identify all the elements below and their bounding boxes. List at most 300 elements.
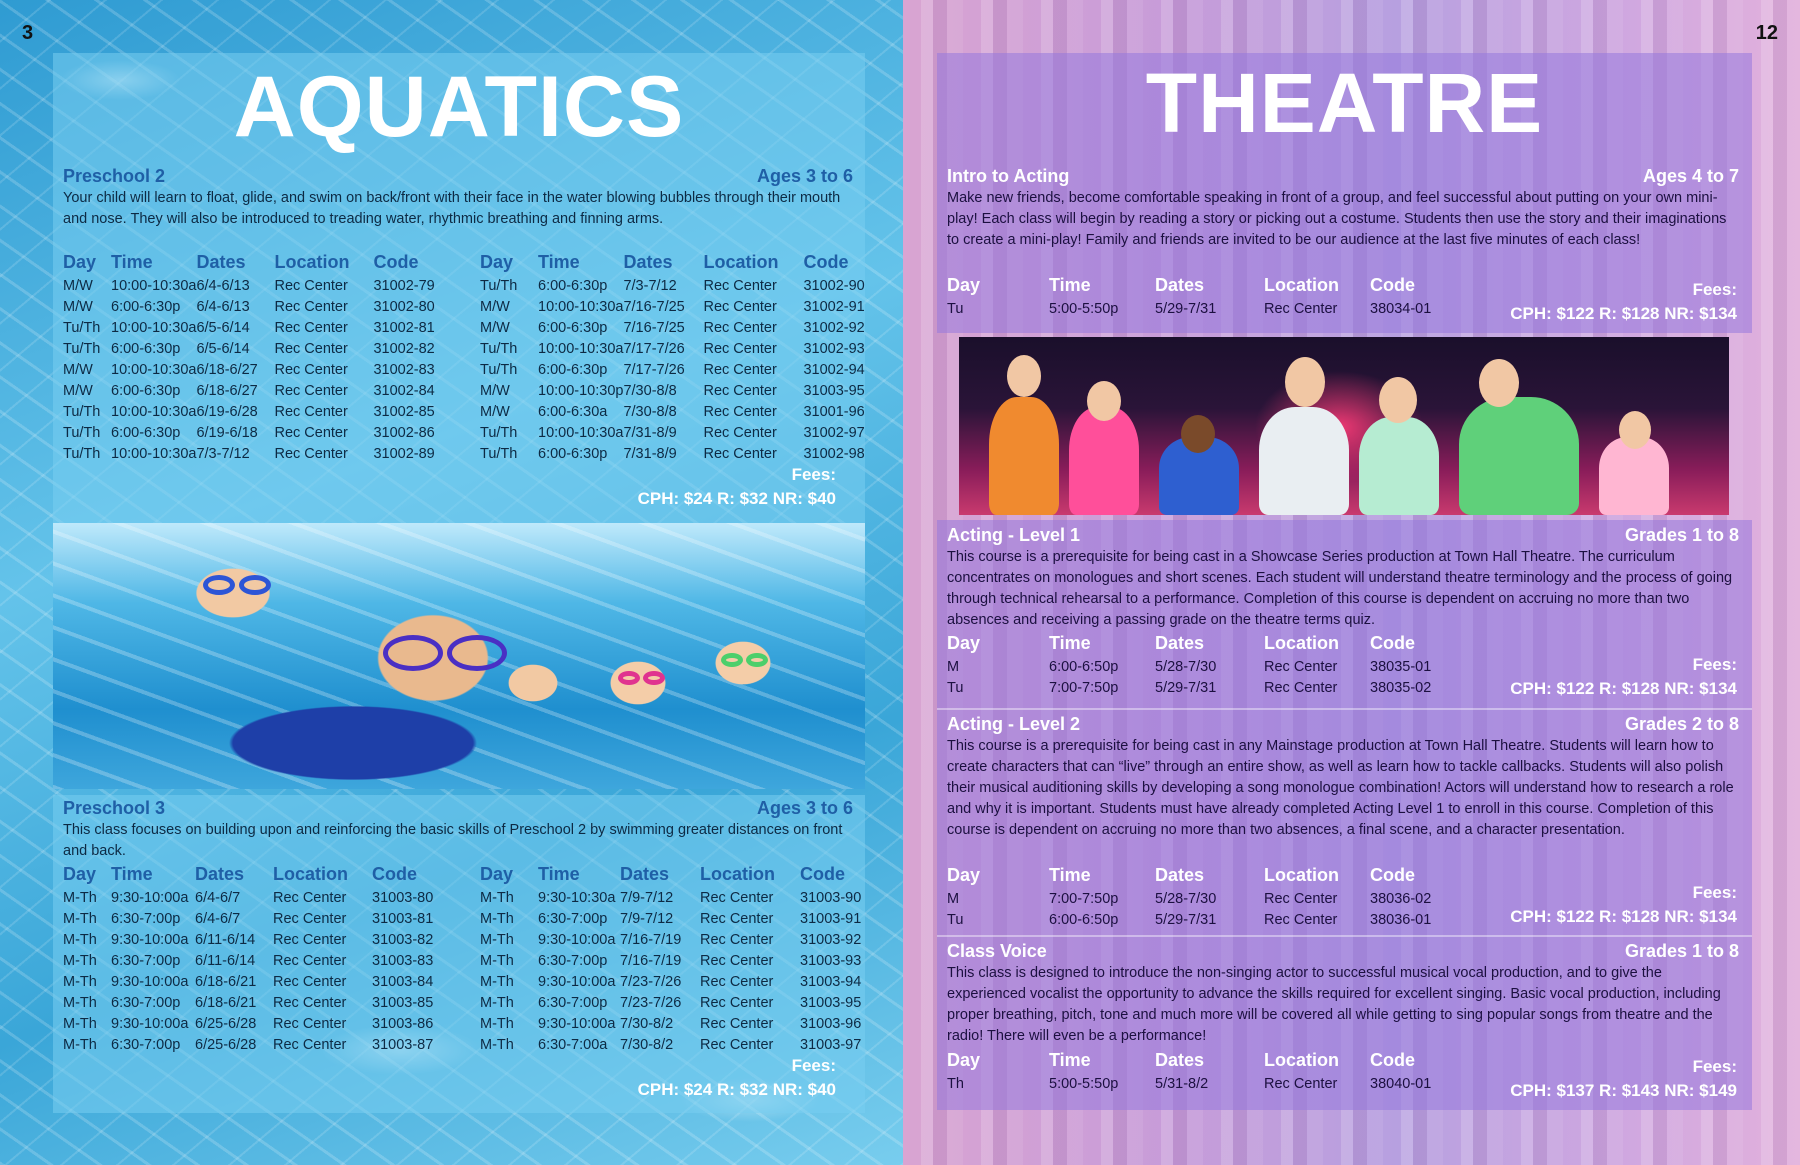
- preschool3-name: Preschool 3: [63, 798, 166, 818]
- table-row: [63, 908, 433, 929]
- cell-dates: 7/23-7/26: [620, 973, 682, 990]
- column-header-time: Time: [1049, 632, 1091, 653]
- cell-location: Rec Center: [274, 403, 348, 420]
- cell-code: 31003-85: [372, 994, 434, 1011]
- cell-dates: 7/16-7/25: [623, 319, 685, 336]
- fees-label: Fees:: [1692, 883, 1737, 902]
- cell-code: 31002-83: [373, 361, 435, 378]
- cell-location: Rec Center: [703, 403, 777, 420]
- cell-dates: 5/29-7/31: [1155, 911, 1217, 928]
- table-row: [947, 888, 1450, 909]
- class-voice-fees: [1463, 1057, 1737, 1101]
- table-row: [63, 929, 433, 950]
- column-header-code: Code: [1370, 864, 1415, 885]
- table-row: [480, 443, 865, 464]
- cell-dates: 7/30-8/2: [620, 1036, 674, 1053]
- column-header-code: Code: [1370, 274, 1415, 295]
- actor-figure: [1359, 417, 1439, 515]
- column-header-time: Time: [1049, 864, 1091, 885]
- cell-code: 31002-94: [803, 361, 865, 378]
- intro-acting-name: Intro to Acting: [947, 166, 1070, 186]
- column-header-location: Location: [1264, 274, 1339, 295]
- cell-day: M-Th: [480, 931, 514, 948]
- table-row: [63, 296, 435, 317]
- actor-head: [1479, 359, 1519, 407]
- table-row: [947, 1073, 1450, 1094]
- cell-code: 31003-82: [372, 931, 434, 948]
- cell-code: 31003-92: [800, 931, 862, 948]
- table-row: [63, 971, 433, 992]
- acting-level1-table: [947, 632, 1450, 698]
- goggles-icon: [239, 575, 271, 595]
- cell-location: Rec Center: [700, 931, 774, 948]
- table-row: [63, 950, 433, 971]
- cell-time: 6:00-6:30p: [538, 277, 608, 294]
- actor-figure: [1259, 407, 1349, 515]
- cell-dates: 6/25-6/28: [195, 1015, 257, 1032]
- cell-code: 31003-95: [800, 994, 862, 1011]
- table-row: [63, 1013, 433, 1034]
- cell-code: 38036-01: [1370, 911, 1432, 928]
- cell-time: 6:30-7:00p: [111, 1036, 181, 1053]
- cell-code: 31002-81: [373, 319, 435, 336]
- table-header-row: [63, 251, 435, 275]
- fees-label: Fees:: [1692, 280, 1737, 299]
- cell-code: 31002-82: [373, 340, 435, 357]
- cell-day: M/W: [63, 382, 93, 399]
- cell-time: 5:00-5:50p: [1049, 1075, 1119, 1092]
- column-header-location: Location: [274, 251, 350, 272]
- cell-location: Rec Center: [700, 1036, 774, 1053]
- table-row: [947, 656, 1450, 677]
- actor-head: [1087, 381, 1121, 421]
- cell-location: Rec Center: [1264, 911, 1338, 928]
- fees-label: Fees:: [1692, 1057, 1737, 1076]
- cell-time: 6:00-6:50p: [1049, 658, 1119, 675]
- cell-day: M-Th: [480, 973, 514, 990]
- table-header-row: [947, 1049, 1450, 1073]
- cell-time: 10:00-10:30a: [538, 298, 624, 315]
- fees-label: Fees:: [791, 465, 836, 484]
- cell-location: Rec Center: [273, 889, 347, 906]
- cell-time: 6:00-6:30p: [111, 298, 181, 315]
- cell-location: Rec Center: [274, 319, 348, 336]
- cell-code: 31002-93: [803, 340, 865, 357]
- goggles-icon: [721, 653, 743, 667]
- table-header-row: [947, 632, 1450, 656]
- cell-code: 31003-91: [800, 910, 862, 927]
- cell-location: Rec Center: [274, 382, 348, 399]
- cell-code: 38035-01: [1370, 658, 1432, 675]
- cell-dates: 7/9-7/12: [620, 889, 674, 906]
- cell-code: 31003-95: [803, 382, 865, 399]
- table-row: [63, 380, 435, 401]
- table-row: [63, 422, 435, 443]
- cell-dates: 6/4-6/13: [196, 298, 250, 315]
- cell-location: Rec Center: [700, 910, 774, 927]
- table-row: [63, 317, 435, 338]
- cell-time: 6:00-6:30a: [538, 403, 608, 420]
- cell-code: 31002-89: [373, 445, 435, 462]
- preschool3-description: This class focuses on building upon and reinforcing the basic skills of Preschool 2 by swimming greater distances on front and back.: [63, 822, 843, 859]
- acting-level2-description: This course is a prerequisite for being cast in any Mainstage production at Town Hall Theatre. Students will learn how to create characters that can “live” through an entire show, as well as learn how to tackle callbacks. Students will also polish their musical auditioning skills by developing a song monologue combination! Actors will understand how to research a role and why it is important. Students must have already completed Acting Level 1 to enroll in this course. Completion of this course is dependent on accruing no more than two absences, a final scene, and a character presentation.: [947, 738, 1734, 838]
- class-voice-header: [947, 941, 1739, 962]
- cell-day: Tu: [947, 911, 964, 928]
- cell-location: Rec Center: [273, 973, 347, 990]
- cell-day: Tu/Th: [480, 277, 518, 294]
- cell-time: 10:00-10:30a: [111, 319, 197, 336]
- cell-day: M: [947, 890, 960, 907]
- acting-level2-grades: Grades 2 to 8: [1624, 714, 1739, 734]
- preschool2-header: [63, 166, 853, 187]
- cell-dates: 7/16-7/25: [623, 298, 685, 315]
- column-header-day: Day: [947, 1049, 981, 1070]
- column-header-time: Time: [1049, 1049, 1091, 1070]
- acting-level2-name: Acting - Level 2: [947, 714, 1081, 734]
- cell-day: M-Th: [63, 1015, 97, 1032]
- column-header-time: Time: [538, 863, 580, 884]
- intro-acting-table: [947, 274, 1450, 319]
- cell-day: M/W: [63, 277, 93, 294]
- cell-location: Rec Center: [273, 910, 347, 927]
- column-header-code: Code: [372, 863, 417, 884]
- cell-time: 6:00-6:30p: [538, 319, 608, 336]
- cell-code: 38035-02: [1370, 679, 1432, 696]
- swimming-children-photo: [53, 523, 865, 789]
- cell-day: M/W: [63, 361, 93, 378]
- cell-code: 31003-86: [372, 1015, 434, 1032]
- preschool2-table-left: [63, 251, 435, 464]
- table-row: [480, 317, 865, 338]
- cell-time: 9:30-10:00a: [111, 889, 189, 906]
- cell-location: Rec Center: [703, 445, 777, 462]
- actor-figure: [1069, 407, 1139, 515]
- class-voice-table: [947, 1049, 1450, 1094]
- cell-code: 31003-83: [372, 952, 434, 969]
- cell-time: 6:30-7:00p: [111, 910, 181, 927]
- cell-dates: 6/11-6/14: [195, 952, 256, 969]
- column-header-dates: Dates: [1155, 274, 1205, 295]
- column-header-code: Code: [373, 251, 419, 272]
- table-header-row: [947, 274, 1450, 298]
- cell-day: M-Th: [63, 1036, 97, 1053]
- cell-day: Tu/Th: [63, 424, 101, 441]
- cell-time: 6:00-6:50p: [1049, 911, 1119, 928]
- column-header-day: Day: [947, 274, 981, 295]
- cell-dates: 6/18-6/27: [196, 382, 258, 399]
- cell-day: M-Th: [480, 1015, 514, 1032]
- table-row: [63, 359, 435, 380]
- actor-head: [1619, 411, 1651, 449]
- table-row: [63, 443, 435, 464]
- column-header-location: Location: [1264, 1049, 1339, 1070]
- cell-dates: 6/18-6/27: [196, 361, 258, 378]
- cell-time: 6:30-7:00p: [111, 952, 181, 969]
- fees-values: CPH: $122 R: $128 NR: $134: [1510, 304, 1737, 323]
- table-row: [480, 992, 861, 1013]
- cell-code: 38034-01: [1370, 300, 1432, 317]
- preschool3-table-right: [480, 863, 861, 1055]
- cell-location: Rec Center: [700, 889, 774, 906]
- cell-time: 7:00-7:50p: [1049, 679, 1119, 696]
- cell-location: Rec Center: [703, 382, 777, 399]
- cell-day: M-Th: [63, 889, 97, 906]
- cell-day: M-Th: [63, 910, 97, 927]
- page-number-right: 12: [1755, 22, 1778, 44]
- cell-dates: 5/28-7/30: [1155, 658, 1217, 675]
- cell-time: 10:00-10:30a: [111, 277, 197, 294]
- cell-code: 31003-87: [372, 1036, 434, 1053]
- column-header-time: Time: [538, 251, 580, 272]
- intro-acting-fees: [1463, 280, 1737, 324]
- cell-code: 31003-90: [800, 889, 862, 906]
- cell-time: 9:30-10:00a: [538, 1015, 616, 1032]
- cell-code: 31002-91: [803, 298, 865, 315]
- table-row: [480, 971, 861, 992]
- cell-day: M-Th: [480, 910, 514, 927]
- table-row: [480, 1034, 861, 1055]
- cell-time: 9:30-10:00a: [111, 1015, 189, 1032]
- table-row: [947, 909, 1450, 930]
- cell-day: Tu/Th: [63, 403, 101, 420]
- theatre-performance-photo: [959, 337, 1729, 515]
- table-row: [480, 887, 861, 908]
- cell-dates: 6/4-6/7: [195, 889, 241, 906]
- cell-code: 31002-90: [803, 277, 865, 294]
- column-header-dates: Dates: [623, 251, 673, 272]
- cell-time: 6:30-7:00p: [538, 952, 608, 969]
- cell-time: 10:00-10:30a: [111, 445, 197, 462]
- cell-code: 31002-80: [373, 298, 435, 315]
- cell-location: Rec Center: [274, 277, 348, 294]
- cell-code: 31001-96: [803, 403, 865, 420]
- table-row: [947, 298, 1450, 319]
- goggles-icon: [383, 635, 443, 671]
- column-header-dates: Dates: [195, 863, 245, 884]
- actor-head: [1285, 357, 1325, 407]
- cell-dates: 6/19-6/18: [196, 424, 258, 441]
- cell-day: M-Th: [63, 994, 97, 1011]
- column-header-location: Location: [1264, 864, 1339, 885]
- cell-location: Rec Center: [274, 361, 348, 378]
- column-header-code: Code: [1370, 632, 1415, 653]
- preschool2-table-right: [480, 251, 865, 464]
- cell-day: M-Th: [63, 931, 97, 948]
- cell-code: 31002-84: [373, 382, 435, 399]
- aquatics-title: AQUATICS: [233, 59, 685, 155]
- cell-code: 31003-81: [372, 910, 434, 927]
- table-row: [63, 992, 433, 1013]
- goggles-icon: [618, 671, 640, 685]
- cell-dates: 6/5-6/14: [196, 319, 250, 336]
- table-row: [480, 929, 861, 950]
- cell-day: Tu/Th: [480, 424, 518, 441]
- actor-head: [1007, 355, 1041, 397]
- cell-time: 5:00-5:50p: [1049, 300, 1119, 317]
- cell-time: 9:30-10:00a: [538, 973, 616, 990]
- column-header-location: Location: [703, 251, 779, 272]
- column-header-day: Day: [63, 863, 97, 884]
- table-row: [480, 908, 861, 929]
- acting-level2-fees: [1463, 883, 1737, 927]
- cell-code: 31003-94: [800, 973, 862, 990]
- acting-level1-header: [947, 525, 1739, 546]
- cell-dates: 7/16-7/19: [620, 931, 682, 948]
- table-row: [480, 422, 865, 443]
- table-header-row: [947, 864, 1450, 888]
- cell-day: M: [947, 658, 960, 675]
- cell-location: Rec Center: [1264, 300, 1338, 317]
- acting-level1-description: This course is a prerequisite for being cast in a Showcase Series production at Town Hall Theatre. The curriculum concentrates on monologues and short scenes. Each student will understand theatre terminology and the process of going through technical rehearsal to a performance. Completion of this course is dependent on accruing no more than two absences and receiving a passing grade on the theatre terms quiz.: [947, 549, 1733, 628]
- cell-day: Th: [947, 1075, 964, 1092]
- preschool3-table-left: [63, 863, 433, 1055]
- acting-level1-name: Acting - Level 1: [947, 525, 1081, 545]
- table-row: [480, 338, 865, 359]
- cell-dates: 5/29-7/31: [1155, 300, 1217, 317]
- cell-location: Rec Center: [273, 1015, 347, 1032]
- cell-time: 10:00-10:30a: [111, 361, 197, 378]
- theatre-page: [903, 0, 1800, 1165]
- cell-time: 6:30-7:00p: [538, 994, 608, 1011]
- cell-day: M-Th: [63, 952, 97, 969]
- column-header-time: Time: [111, 863, 153, 884]
- column-header-dates: Dates: [1155, 864, 1205, 885]
- cell-code: 38040-01: [1370, 1075, 1432, 1092]
- cell-day: Tu/Th: [480, 361, 518, 378]
- cell-code: 31002-92: [803, 319, 865, 336]
- cell-location: Rec Center: [274, 340, 348, 357]
- cell-dates: 6/11-6/14: [195, 931, 256, 948]
- intro-acting-header: [947, 166, 1739, 187]
- cell-location: Rec Center: [700, 973, 774, 990]
- cell-day: Tu: [947, 300, 964, 317]
- cell-location: Rec Center: [273, 931, 347, 948]
- table-row: [480, 380, 865, 401]
- preschool3-fees: [560, 1056, 836, 1100]
- column-header-day: Day: [947, 632, 981, 653]
- cell-day: M/W: [480, 403, 510, 420]
- column-header-location: Location: [1264, 632, 1339, 653]
- intro-acting-ages: Ages 4 to 7: [1642, 166, 1739, 186]
- cell-time: 6:00-6:30p: [538, 361, 608, 378]
- cell-day: M/W: [480, 319, 510, 336]
- cell-dates: 7/16-7/19: [620, 952, 682, 969]
- cell-dates: 6/25-6/28: [195, 1036, 257, 1053]
- preschool2-ages: Ages 3 to 6: [756, 166, 853, 186]
- table-row: [480, 359, 865, 380]
- goggles-icon: [447, 635, 507, 671]
- cell-day: Tu/Th: [480, 340, 518, 357]
- class-voice-description: This class is designed to introduce the non-singing actor to successful musical vocal production, and to give the experienced vocalist the opportunity to advance the skills required for excellent singing. Basic vocal production, including proper breathing, pitch, tone and much more will be covered all while getting to sing popular songs from theatre and the radio! There will even be a performance!: [947, 965, 1721, 1044]
- actor-figure: [989, 397, 1059, 515]
- table-header-row: [480, 251, 865, 275]
- cell-dates: 7/30-8/8: [623, 382, 677, 399]
- cell-time: 6:30-7:00p: [111, 994, 181, 1011]
- cell-location: Rec Center: [703, 277, 777, 294]
- fees-values: CPH: $137 R: $143 NR: $149: [1510, 1081, 1737, 1100]
- theatre-title: THEATRE: [1145, 56, 1544, 150]
- table-row: [63, 275, 435, 296]
- acting-level2-header: [947, 714, 1739, 735]
- column-header-code: Code: [803, 251, 849, 272]
- section-divider: [937, 708, 1752, 710]
- cell-time: 10:00-10:30p: [538, 382, 624, 399]
- cell-dates: 6/18-6/21: [195, 994, 257, 1011]
- cell-code: 31002-97: [803, 424, 865, 441]
- fees-values: CPH: $24 R: $32 NR: $40: [637, 489, 836, 508]
- cell-code: 31002-79: [373, 277, 435, 294]
- cell-dates: 6/18-6/21: [195, 973, 257, 990]
- cell-dates: 7/31-8/9: [623, 445, 677, 462]
- table-row: [480, 1013, 861, 1034]
- cell-location: Rec Center: [274, 445, 348, 462]
- cell-dates: 5/28-7/30: [1155, 890, 1217, 907]
- cell-day: Tu/Th: [480, 445, 518, 462]
- cell-location: Rec Center: [1264, 1075, 1338, 1092]
- cell-dates: 7/17-7/26: [623, 340, 685, 357]
- table-row: [947, 677, 1450, 698]
- acting-level1-grades: Grades 1 to 8: [1624, 525, 1739, 545]
- cell-dates: 7/9-7/12: [620, 910, 674, 927]
- acting-level1-fees: [1463, 655, 1737, 699]
- cell-location: Rec Center: [700, 1015, 774, 1032]
- cell-location: Rec Center: [274, 424, 348, 441]
- cell-dates: 7/30-8/2: [620, 1015, 674, 1032]
- cell-day: M-Th: [480, 889, 514, 906]
- cell-dates: 6/19-6/28: [196, 403, 258, 420]
- table-row: [63, 401, 435, 422]
- column-header-location: Location: [700, 863, 775, 884]
- cell-location: Rec Center: [700, 952, 774, 969]
- cell-time: 6:00-6:30p: [111, 340, 181, 357]
- preschool2-fees: [560, 465, 836, 509]
- column-header-location: Location: [273, 863, 348, 884]
- cell-time: 6:00-6:30p: [111, 382, 181, 399]
- cell-time: 10:00-10:30a: [538, 340, 624, 357]
- column-header-dates: Dates: [1155, 1049, 1205, 1070]
- column-header-day: Day: [480, 251, 514, 272]
- table-header-row: [63, 863, 433, 887]
- cell-day: M-Th: [480, 994, 514, 1011]
- cell-time: 9:30-10:00a: [111, 973, 189, 990]
- cell-location: Rec Center: [703, 298, 777, 315]
- actor-head: [1379, 377, 1417, 423]
- table-row: [480, 275, 865, 296]
- cell-location: Rec Center: [703, 340, 777, 357]
- cell-day: Tu/Th: [63, 319, 101, 336]
- table-row: [480, 401, 865, 422]
- cell-day: M-Th: [480, 952, 514, 969]
- fees-values: CPH: $24 R: $32 NR: $40: [637, 1080, 836, 1099]
- cell-dates: 7/23-7/26: [620, 994, 682, 1011]
- cell-code: 31003-80: [372, 889, 434, 906]
- cell-day: M/W: [480, 382, 510, 399]
- table-header-row: [480, 863, 861, 887]
- cell-time: 6:30-7:00a: [538, 1036, 608, 1053]
- cell-time: 6:00-6:30p: [111, 424, 181, 441]
- cell-day: M-Th: [480, 1036, 514, 1053]
- cell-dates: 6/4-6/7: [195, 910, 241, 927]
- cell-day: Tu/Th: [63, 340, 101, 357]
- actor-figure: [1459, 397, 1579, 515]
- cell-dates: 6/5-6/14: [196, 340, 250, 357]
- cell-location: Rec Center: [1264, 658, 1338, 675]
- cell-location: Rec Center: [273, 994, 347, 1011]
- cell-day: M/W: [63, 298, 93, 315]
- cell-location: Rec Center: [1264, 890, 1338, 907]
- cell-dates: 7/30-8/8: [623, 403, 677, 420]
- goggles-icon: [643, 671, 665, 685]
